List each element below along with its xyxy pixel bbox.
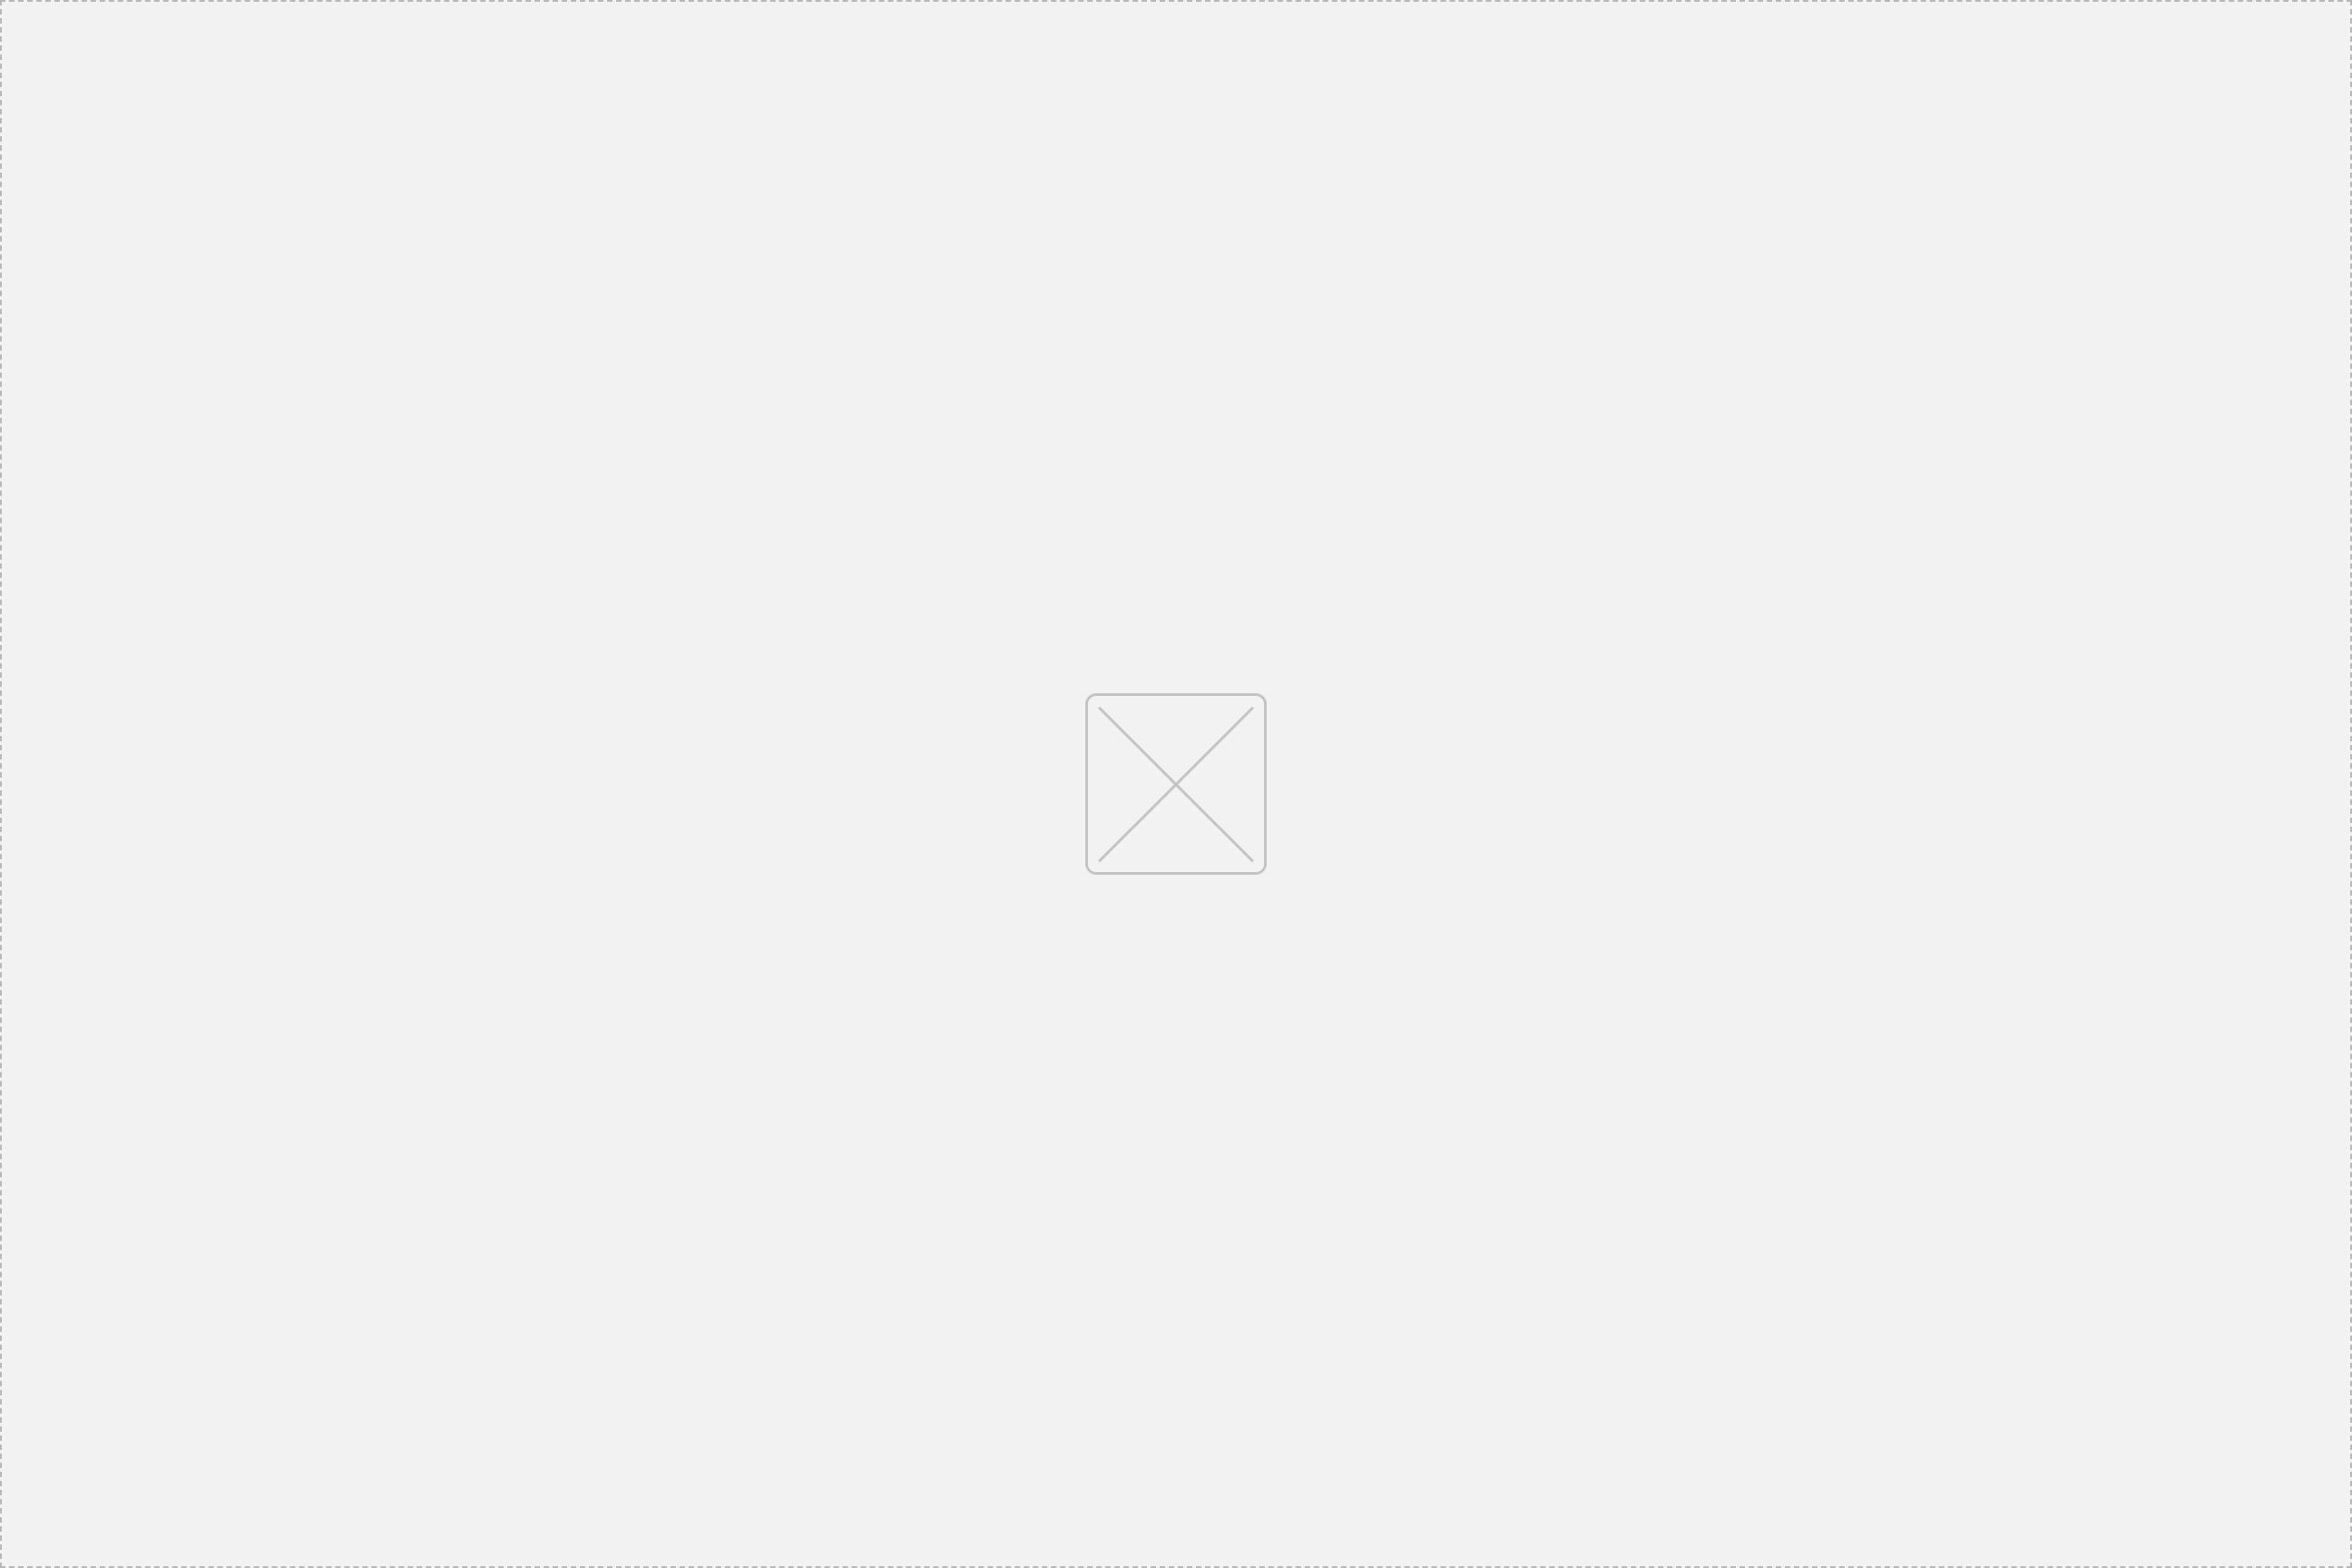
missing-image-mark: [1085, 693, 1267, 875]
